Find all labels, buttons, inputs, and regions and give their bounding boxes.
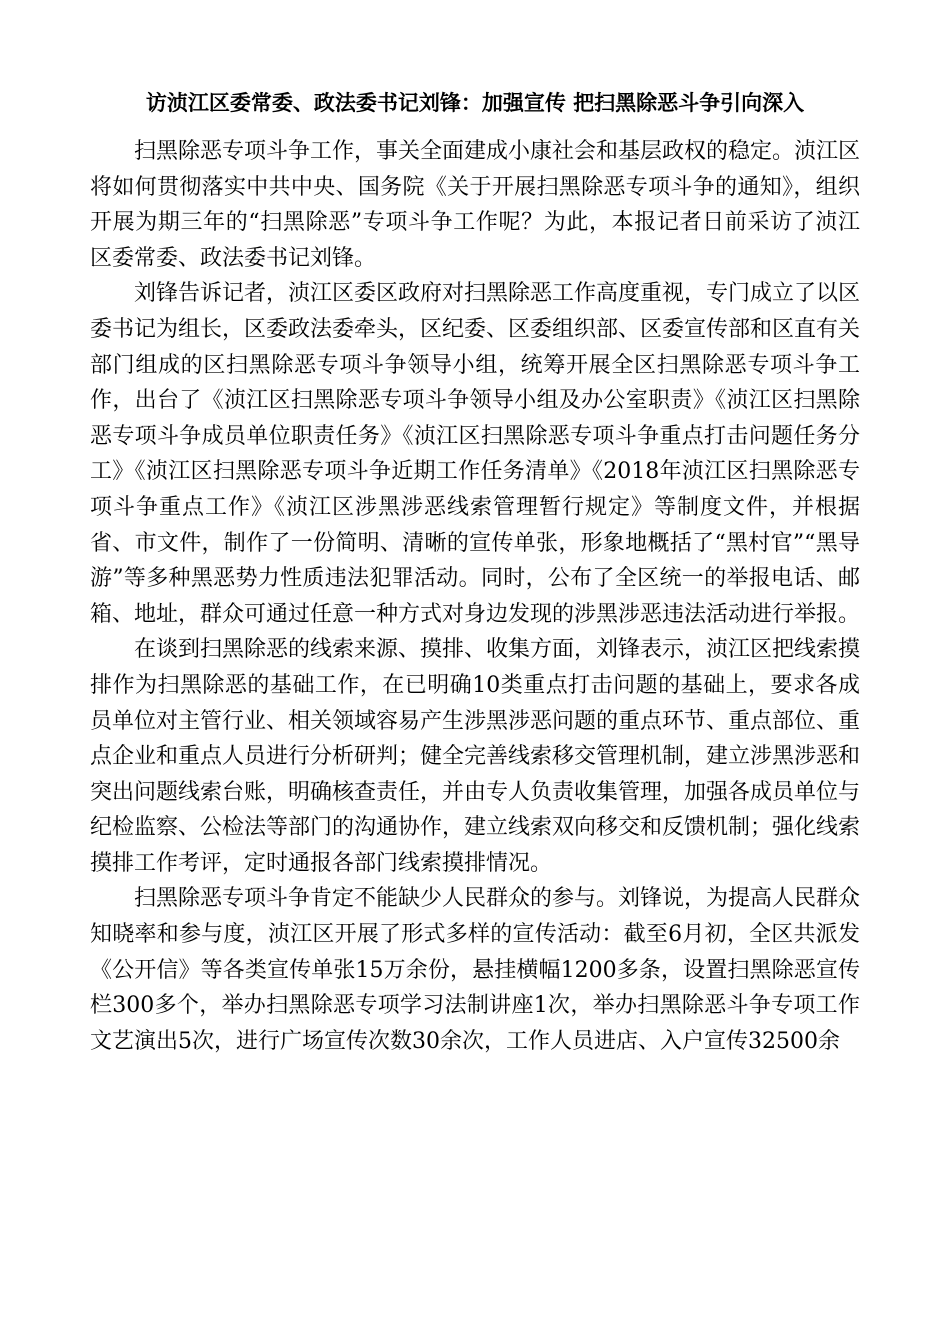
article-title: 访浈江区委常委、政法委书记刘锋：加强宣传 把扫黑除恶斗争引向深入 [145,90,805,115]
article-paragraph: 在谈到扫黑除恶的线索来源、摸排、收集方面，刘锋表示，浈江区把线索摸排作为扫黑除恶的基础工作，在已明确10类重点打击问题的基础上，要求各成员单位对主管行业、相关领域容易产生涉黑涉恶问题的重点环节、重点部位、重点企业和重点人员进行分析研判；健全完善线索移交管理机制，建立涉黑涉恶和突出问题线索台账，明确核查责任，并由专人负责收集管理，加强各成员单位与纪检监察、公检法等部门的沟通协作，建立线索双向移交和反馈机制；强化线索摸排工作考评，定时通报各部门线索摸排情况。 [90,637,861,876]
article-paragraph: 扫黑除恶专项斗争肯定不能缺少人民群众的参与。刘锋说，为提高人民群众知晓率和参与度，浈江区开展了形式多样的宣传活动：截至6月初，全区共派发《公开信》等各类宣传单张15万余份，悬挂横幅1200多条，设置扫黑除恶宣传栏300多个，举办扫黑除恶专项学习法制讲座1次，举办扫黑除恶斗争专项工作文艺演出5次，进行广场宣传次数30余次，工作人员进店、入户宣传32500余 [90,886,861,1054]
article-paragraph: 扫黑除恶专项斗争工作，事关全面建成小康社会和基层政权的稳定。浈江区将如何贯彻落实中共中央、国务院《关于开展扫黑除恶专项斗争的通知》，组织开展为期三年的“扫黑除恶”专项斗争工作呢？为此，本报记者日前采访了浈江区委常委、政法委书记刘锋。 [90,139,861,271]
article-paragraph: 刘锋告诉记者，浈江区委区政府对扫黑除恶工作高度重视，专门成立了以区委书记为组长，区委政法委牵头，区纪委、区委组织部、区委宣传部和区直有关部门组成的区扫黑除恶专项斗争领导小组，统筹开展全区扫黑除恶专项斗争工作，出台了《浈江区扫黑除恶专项斗争领导小组及办公室职责》《浈江区扫黑除恶专项斗争成员单位职责任务》《浈江区扫黑除恶专项斗争重点打击问题任务分工》《浈江区扫黑除恶专项斗争近期工作任务清单》《2018年浈江区扫黑除恶专项斗争重点工作》《浈江区涉黑涉恶线索管理暂行规定》等制度文件，并根据省、市文件，制作了一份简明、清晰的宣传单张，形象地概括了“黑村官”“黑导游”等多种黑恶势力性质违法犯罪活动。同时，公布了全区统一的举报电话、邮箱、地址，群众可通过任意一种方式对身边发现的涉黑涉恶违法活动进行举报。 [90,281,861,627]
article-body [90,134,860,1059]
